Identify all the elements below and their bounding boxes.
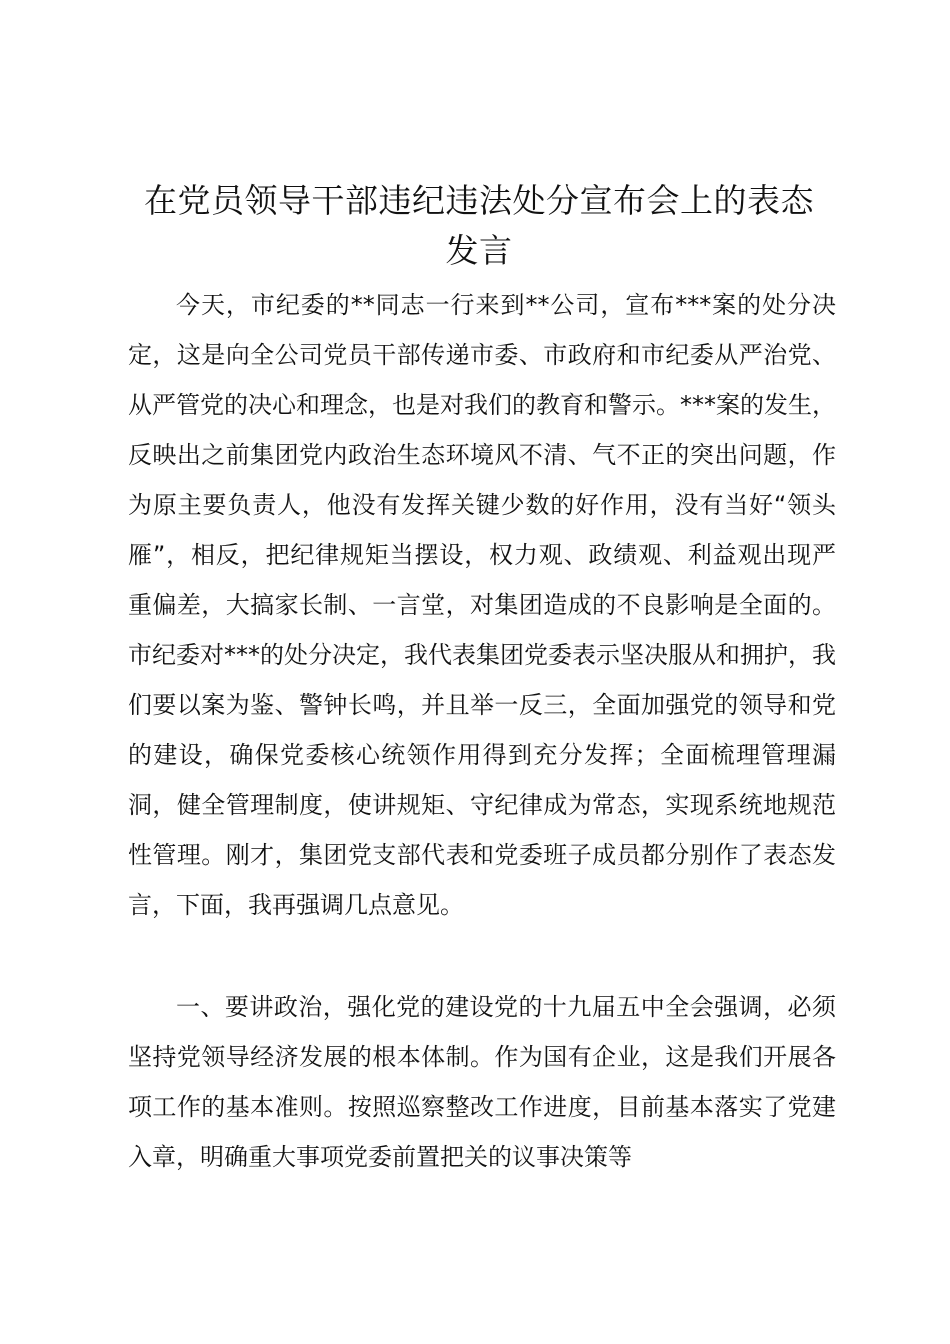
body-paragraph-1: 今天，市纪委的**同志一行来到**公司，宣布***案的处分决定，这是向全公司党员干部传递市委、市政府和市纪委从严治党、从严管党的决心和理念，也是对我们的教育和警示。***案的发生，反映出之前集团党内政治生态环境风不清、气不正的突出问题，作为原主要负责人，他没有发挥关键少数的好作用，没有当好“领头雁”，相反，把纪律规矩当摆设，权力观、政绩观、利益观出现严重偏差，大搞家长制、一言堂，对集团造成的不良影响是全面的。市纪委对***的处分决定，我代表集团党委表示坚决服从和拥护，我们要以案为鉴、警钟长鸣，并且举一反三，全面加强党的领导和党的建设，确保党委核心统领作用得到充分发挥；全面梳理管理漏洞，健全管理制度，使讲规矩、守纪律成为常态，实现系统地规范性管理。刚才，集团党支部代表和党委班子成员都分别作了表态发言，下面，我再强调几点意见。 [128, 291, 836, 919]
body-paragraph-2: 一、要讲政治，强化党的建设党的十九届五中全会强调，必须坚持党领导经济发展的根本体制。作为国有企业，这是我们开展各项工作的基本准则。按照巡察整改工作进度，目前基本落实了党建入章，明确重大事项党委前置把关的议事决策等 [128, 993, 836, 1171]
title-line-2: 发言 [445, 231, 513, 270]
title-line-1: 在党员领导干部违纪违法处分宣布会上的表态 [144, 181, 814, 220]
document-title [120, 176, 838, 276]
